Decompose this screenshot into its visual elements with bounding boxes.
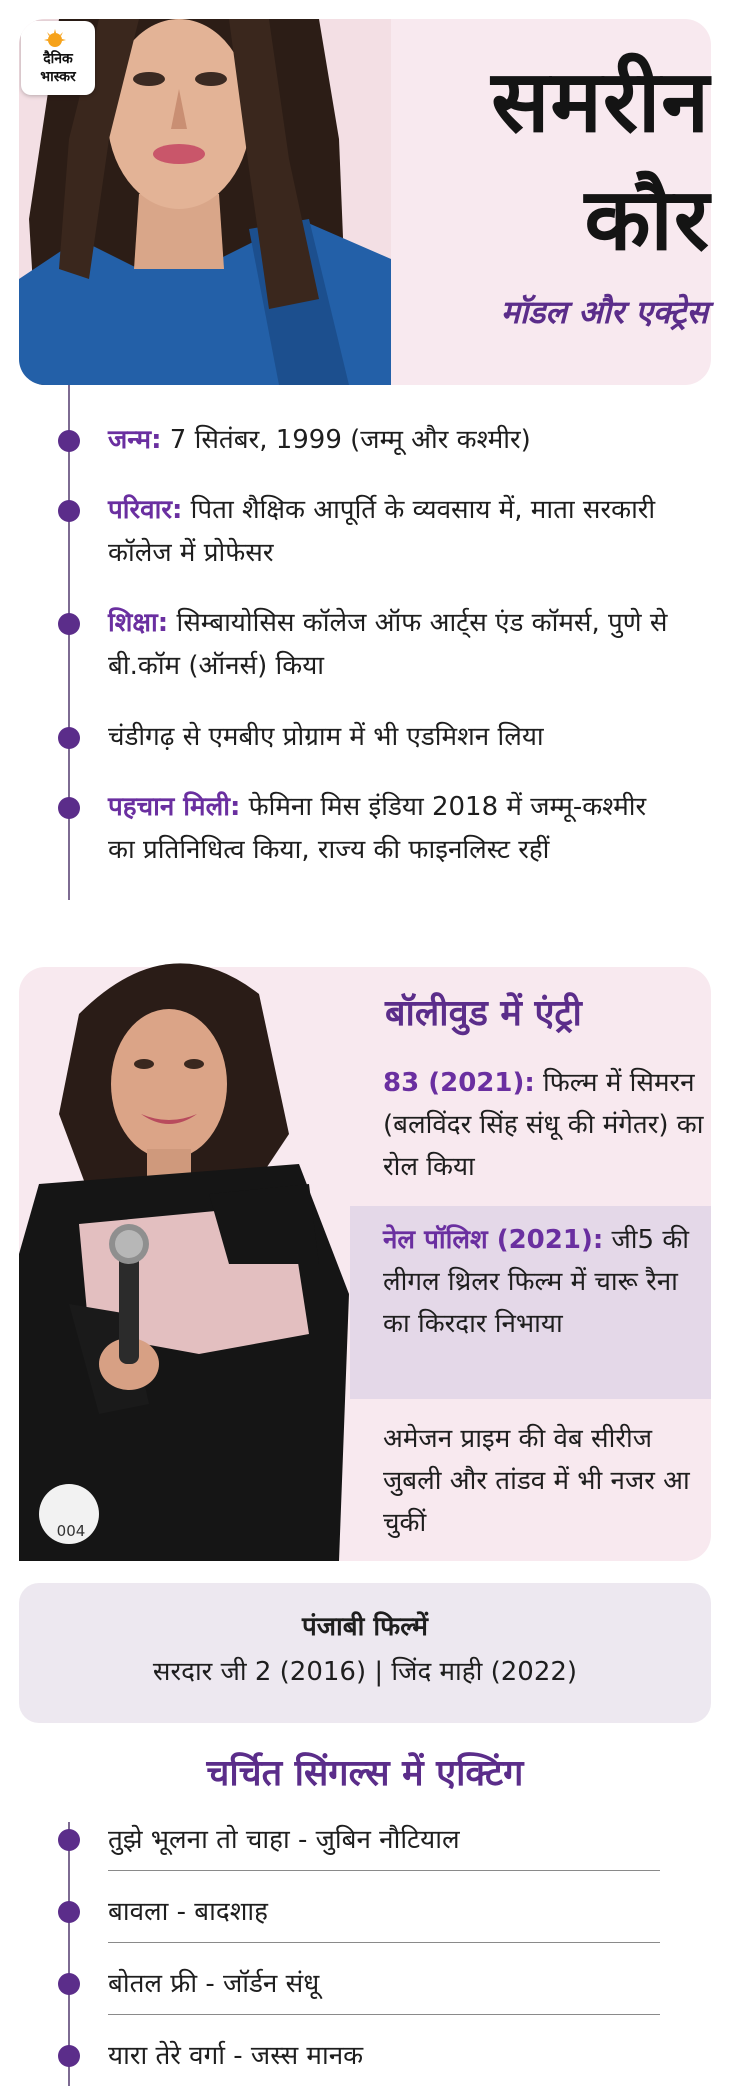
- punjabi-films-title: पंजाबी फिल्में: [302, 1612, 428, 1642]
- bio-label: जन्म:: [108, 425, 162, 455]
- sun-icon: [44, 29, 66, 49]
- logo-text-line2: भास्कर: [40, 69, 76, 85]
- bio-text: फेमिना मिस इंडिया 2018 में जम्मू-कश्मीर का प्रतिनिधित्व किया, राज्य की फाइनलिस्ट रहीं: [108, 792, 647, 865]
- bio-timeline-line: [68, 385, 70, 900]
- divider: [108, 1870, 660, 1871]
- timeline-dot: [58, 430, 80, 452]
- divider: [108, 1942, 660, 1943]
- bio-recognition: [108, 786, 663, 872]
- singles-title: चर्चित सिंगल्स में एक्टिंग: [206, 1753, 524, 1794]
- bio-birth: [108, 419, 708, 462]
- bio-text: सिम्बायोसिस कॉलेज ऑफ आर्ट्स एंड कॉमर्स, पुणे से बी.कॉम (ऑनर्स) किया: [108, 608, 668, 681]
- bollywood-entry-83: [383, 1062, 705, 1188]
- divider: [108, 2014, 660, 2015]
- profession-subtitle: मॉडल और एक्ट्रेस: [500, 293, 708, 331]
- bio-mba: [108, 716, 708, 759]
- timeline-dot: [58, 1901, 80, 1923]
- entry-label: नेल पॉलिश (2021):: [383, 1225, 604, 1255]
- entry-label: 83 (2021):: [383, 1068, 535, 1098]
- entry-text: फिल्म में सिमरन (बलविंदर सिंह संधू की मंगेतर) का रोल किया: [383, 1068, 704, 1182]
- bio-label: शिक्षा:: [108, 608, 169, 638]
- bio-label: परिवार:: [108, 495, 183, 525]
- single-item: बोतल फ्री - जॉर्डन संधू: [108, 1969, 320, 1999]
- logo-text-line1: दैनिक: [43, 51, 73, 67]
- name-line-1: समरीन: [491, 52, 710, 152]
- entry-text: अमेजन प्राइम की वेब सीरीज जुबली और तांडव में भी नजर आ चुकीं: [383, 1424, 690, 1538]
- bio-text: 7 सितंबर, 1999 (जम्मू और कश्मीर): [161, 425, 531, 455]
- name-line-2: कौर: [584, 170, 710, 270]
- stage-photo: [19, 934, 391, 1561]
- timeline-dot: [58, 613, 80, 635]
- newspaper-logo: [21, 21, 95, 95]
- single-item: यारा तेरे वर्गा - जस्स मानक: [108, 2041, 364, 2071]
- timeline-dot: [58, 727, 80, 749]
- bio-text: चंडीगढ़ से एमबीए प्रोग्राम में भी एडमिशन लिया: [108, 722, 544, 752]
- bio-text: पिता शैक्षिक आपूर्ति के व्यवसाय में, माता सरकारी कॉलेज में प्रोफेसर: [108, 495, 656, 568]
- bio-label: पहचान मिली:: [108, 792, 241, 822]
- single-item: तुझे भूलना तो चाहा - जुबिन नौटियाल: [108, 1825, 460, 1855]
- single-item: बावला - बादशाह: [108, 1897, 268, 1927]
- timeline-dot: [58, 2045, 80, 2067]
- bollywood-title: बॉलीवुड में एंट्री: [385, 993, 582, 1034]
- timeline-dot: [58, 500, 80, 522]
- punjabi-films-list: सरदार जी 2 (2016) | जिंद माही (2022): [152, 1657, 578, 1687]
- bio-family: [108, 489, 678, 575]
- timeline-dot: [58, 1829, 80, 1851]
- bollywood-entry-web-series: [383, 1418, 705, 1544]
- entry-text: जी5 की लीगल थ्रिलर फिल्म में चारू रैना का किरदार निभाया: [383, 1225, 690, 1339]
- contestant-badge-number: 004: [56, 1522, 86, 1540]
- bio-education: [108, 602, 708, 688]
- bollywood-entry-nail-polish: [383, 1219, 705, 1345]
- timeline-dot: [58, 797, 80, 819]
- timeline-dot: [58, 1973, 80, 1995]
